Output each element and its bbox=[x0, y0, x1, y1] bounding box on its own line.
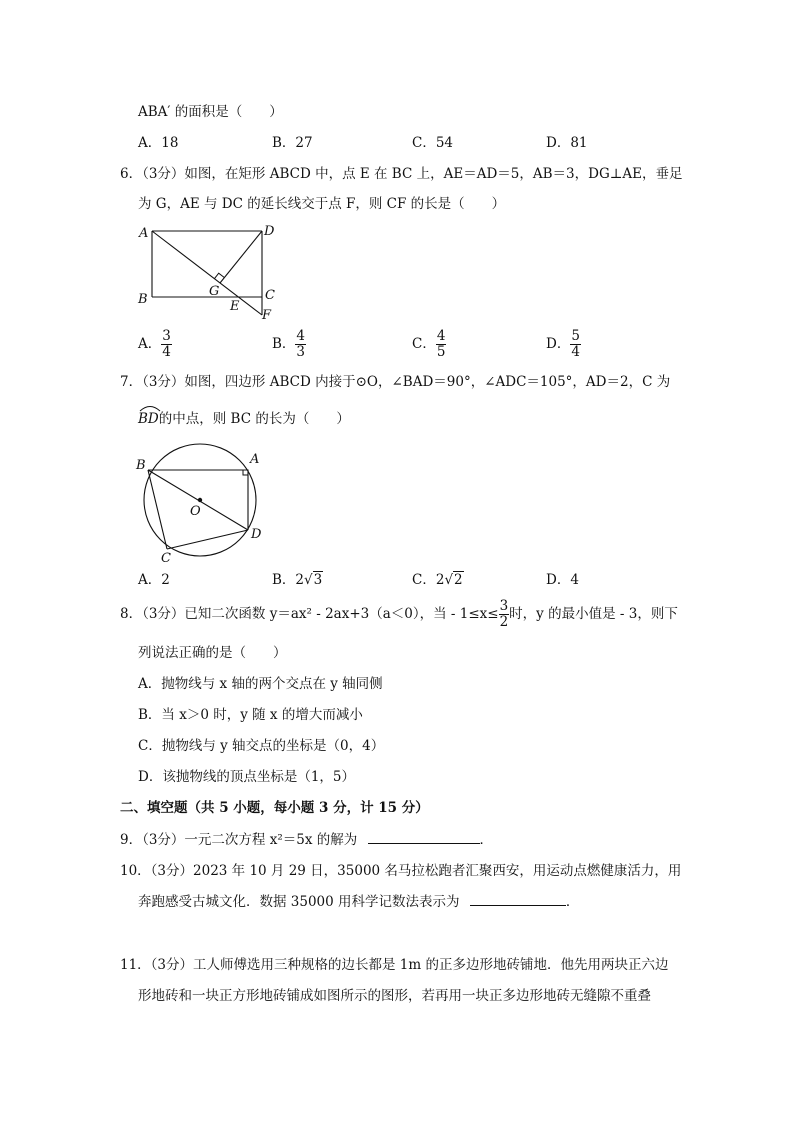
q7-stem-line2 bbox=[138, 410, 350, 428]
arc-symbol bbox=[138, 404, 162, 412]
option-letter: A． bbox=[138, 336, 162, 352]
fraction bbox=[570, 329, 581, 360]
label-d: D bbox=[264, 224, 275, 239]
option-letter: B． bbox=[272, 336, 296, 352]
fraction bbox=[161, 329, 172, 360]
q10-stem-line1: 10．（3分）2023 年 10 月 29 日，35000 名马拉松跑者汇聚西安，用运动点燃健康活力，用 bbox=[120, 863, 682, 879]
label-g: G bbox=[209, 284, 220, 299]
q7-option-b[interactable] bbox=[272, 571, 323, 589]
fraction bbox=[436, 329, 447, 360]
coefficient: 2 bbox=[435, 572, 445, 588]
q7-option-c[interactable] bbox=[412, 571, 464, 589]
section-2-title: 二、填空题（共 5 小题，每小题 3 分，计 15 分） bbox=[120, 800, 429, 816]
label-c: C bbox=[161, 551, 171, 566]
numerator: 4 bbox=[296, 328, 306, 344]
q6-stem-line2: 为 G，AE 与 DC 的延长线交于点 F，则 CF 的长是（ ） bbox=[138, 196, 506, 212]
denominator: 5 bbox=[436, 344, 446, 360]
q7-circle-figure bbox=[130, 432, 270, 570]
q7-option-d[interactable] bbox=[546, 571, 579, 589]
q6-option-d[interactable] bbox=[546, 328, 581, 360]
center-point bbox=[198, 498, 202, 502]
q8-stem-part2: 时，y 的最小值是 - 3，则下 bbox=[509, 606, 678, 622]
label-o: O bbox=[190, 504, 201, 519]
option-letter: A． bbox=[138, 572, 162, 588]
label-c: C bbox=[265, 288, 275, 303]
q10-stem-line2 bbox=[138, 893, 579, 911]
fraction bbox=[499, 599, 510, 630]
option-letter: B． bbox=[272, 572, 296, 588]
denominator: 4 bbox=[571, 344, 580, 360]
denominator: 4 bbox=[162, 344, 171, 360]
q5-option-b[interactable]: B．27 bbox=[272, 135, 313, 151]
denominator: 3 bbox=[296, 344, 306, 360]
option-letter: C． bbox=[412, 336, 436, 352]
denominator: 2 bbox=[499, 614, 509, 630]
label-a: A bbox=[139, 226, 149, 241]
label-e: E bbox=[230, 299, 240, 314]
right-angle-mark bbox=[214, 273, 224, 279]
sqrt: √2 bbox=[444, 572, 463, 588]
q6-option-a[interactable] bbox=[138, 328, 172, 360]
q7-option-a[interactable] bbox=[138, 571, 170, 589]
radicand: 2 bbox=[454, 572, 463, 588]
label-f: F bbox=[262, 308, 272, 322]
arc-notation bbox=[138, 410, 159, 428]
option-value: 2 bbox=[161, 572, 170, 588]
q9-stem bbox=[120, 831, 493, 849]
q8-stem-line2: 列说法正确的是（ ） bbox=[138, 645, 287, 661]
option-value: 4 bbox=[570, 572, 579, 588]
sqrt: √3 bbox=[304, 572, 323, 588]
q5-continuation: ABA′ 的面积是（ ） bbox=[138, 104, 283, 120]
q8-choice-c[interactable]: C．抛物线与 y 轴交点的坐标是（0，4） bbox=[138, 738, 385, 754]
q9-period: ． bbox=[479, 832, 494, 848]
q11-stem-line1: 11．（3分）工人师傅选用三种规格的边长都是 1m 的正多边形地砖铺地．他先用两块正六边 bbox=[120, 957, 669, 973]
numerator: 3 bbox=[499, 598, 509, 614]
label-d: D bbox=[251, 527, 262, 542]
numerator: 5 bbox=[571, 328, 580, 344]
segment-dg bbox=[220, 231, 262, 283]
q6-stem-line1: 6．（3分）如图，在矩形 ABCD 中，点 E 在 BC 上，AE＝AD＝5，AB＝3，DG⊥AE，垂足 bbox=[120, 166, 683, 182]
q6-rectangle-figure bbox=[130, 218, 290, 322]
q6-option-c[interactable] bbox=[412, 328, 446, 360]
chord-cd bbox=[167, 530, 248, 549]
option-letter: D． bbox=[546, 572, 571, 588]
q8-choice-b[interactable]: B．当 x＞0 时，y 随 x 的增大而减小 bbox=[138, 707, 363, 723]
q5-option-d[interactable]: D．81 bbox=[546, 135, 588, 151]
numerator: 4 bbox=[436, 328, 446, 344]
q6-option-b[interactable] bbox=[272, 328, 306, 360]
option-letter: C． bbox=[412, 572, 436, 588]
q8-stem-line1 bbox=[120, 596, 678, 632]
q7-stem-line2-rest: 的中点，则 BC 的长为（ ） bbox=[158, 411, 350, 427]
q9-text: 9．（3分）一元二次方程 x²＝5x 的解为 bbox=[120, 832, 358, 848]
label-a: A bbox=[250, 452, 260, 467]
option-letter: D． bbox=[546, 336, 571, 352]
label-b: B bbox=[136, 458, 146, 473]
q8-choice-a[interactable]: A．抛物线与 x 轴的两个交点在 y 轴同侧 bbox=[138, 676, 383, 692]
fraction bbox=[295, 329, 306, 360]
radicand: 3 bbox=[313, 572, 323, 588]
q11-stem-line2: 形地砖和一块正方形地砖铺成如图所示的图形，若再用一块正多边形地砖无缝隙不重叠 bbox=[138, 988, 651, 1004]
q10-period: ． bbox=[565, 894, 580, 910]
numerator: 3 bbox=[162, 328, 171, 344]
q10-answer-blank[interactable] bbox=[470, 893, 566, 906]
q5-option-c[interactable]: C．54 bbox=[412, 135, 454, 151]
q9-answer-blank[interactable] bbox=[368, 831, 480, 844]
segment-af bbox=[152, 231, 262, 315]
q5-option-a[interactable]: A．18 bbox=[138, 135, 179, 151]
coefficient: 2 bbox=[295, 572, 305, 588]
arc-label: BD bbox=[138, 411, 159, 427]
q8-stem-part1: 8．（3分）已知二次函数 y＝ax² - 2ax+3（a＜0），当 - 1≤x≤ bbox=[120, 606, 499, 622]
q10-text: 奔跑感受古城文化．数据 35000 用科学记数法表示为 bbox=[138, 894, 460, 910]
label-b: B bbox=[138, 292, 148, 307]
q8-choice-d[interactable]: D．该抛物线的顶点坐标是（1，5） bbox=[138, 769, 356, 785]
q7-stem-line1: 7．（3分）如图，四边形 ABCD 内接于⊙O，∠BAD＝90°，∠ADC＝105°，AD＝2，C 为 bbox=[120, 374, 671, 390]
